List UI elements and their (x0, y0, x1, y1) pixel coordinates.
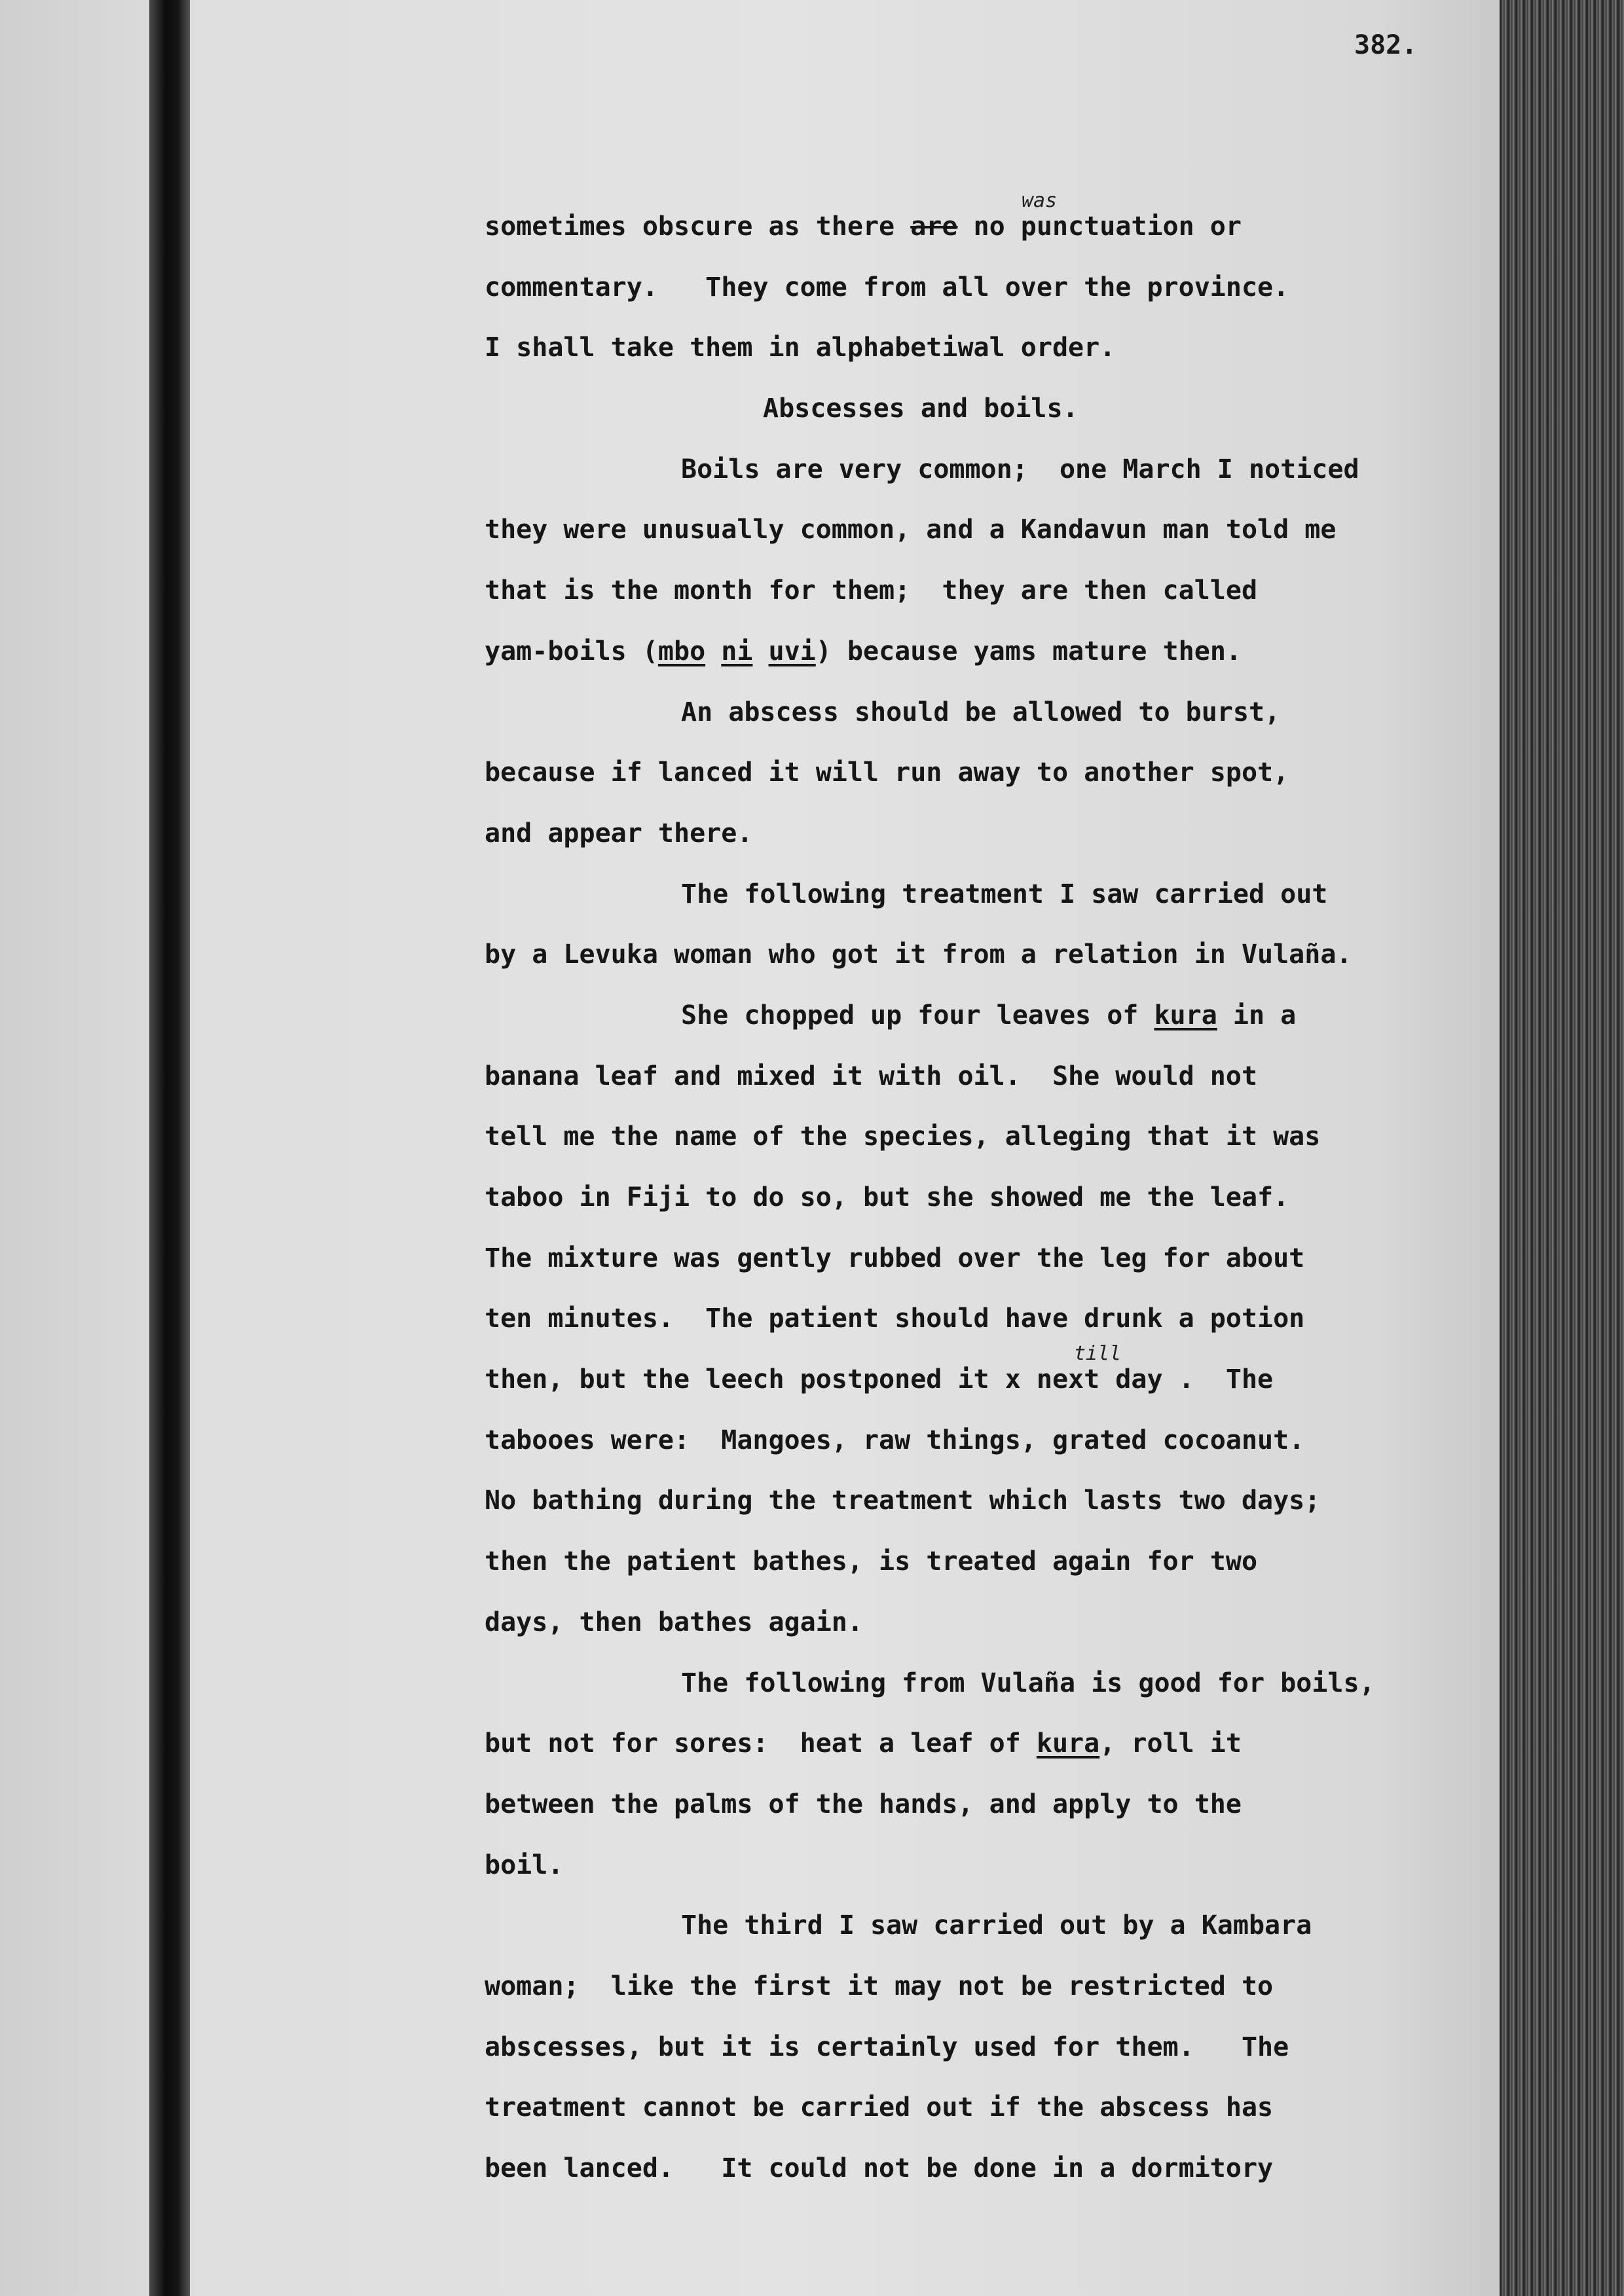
text-line-27: between the palms of the hands, and apply to the (485, 1789, 1242, 1819)
text-line-33: been lanced. It could not be done in a dormitory (485, 2153, 1274, 2183)
handwritten-insertion-was: was (1022, 189, 1058, 212)
text-line-3: I shall take them in alphabetiwal order. (485, 333, 1116, 363)
fijian-term-uvi: uvi (768, 636, 816, 666)
text-line-11: and appear there. (485, 818, 753, 848)
line-14-start: She chopped up four leaves of (681, 1000, 1154, 1030)
text-line-28: boil. (485, 1850, 564, 1880)
text-line-30: woman; like the first it may not be restricted to (485, 1971, 1274, 2001)
fijian-term-ni: ni (721, 636, 753, 666)
handwritten-insertion-till: till (1074, 1342, 1122, 1366)
text-line-26 (485, 1713, 1493, 1774)
fijian-term-kura: kura (1154, 1000, 1217, 1030)
text-line-9: An abscess should be allowed to burst, (681, 697, 1281, 727)
text-line-8 (485, 621, 1493, 682)
text-line-24: days, then bathes again. (485, 1607, 863, 1637)
text-line-19: ten minutes. The patient should have drunk a potion (485, 1303, 1305, 1334)
space (705, 636, 721, 666)
text-line-6: they were unusually common, and a Kandavun man told me (485, 515, 1337, 545)
fijian-term-mbo: mbo (657, 636, 706, 666)
text-line-20 (485, 1342, 1493, 1410)
line-8-start: yam-boils ( (485, 636, 658, 666)
text-line-22: No bathing during the treatment which lasts two days; (485, 1485, 1321, 1516)
line-14-end: in a (1217, 1000, 1297, 1030)
page-number: 382. (1354, 30, 1418, 60)
line-20-text: then, but the leech postponed it x next day . The (485, 1364, 1274, 1395)
text-line-2: commentary. They come from all over the province. (485, 272, 1289, 302)
section-heading: Abscesses and boils. (763, 393, 1079, 424)
fijian-term-kura: kura (1036, 1728, 1100, 1759)
text-line-32: treatment cannot be carried out if the abscess has (485, 2092, 1274, 2123)
text-line-16: tell me the name of the species, alleging that it was (485, 1121, 1321, 1152)
text-line-21: tabooes were: Mangoes, raw things, grated cocoanut. (485, 1425, 1305, 1455)
text-line-5: Boils are very common; one March I noticed (681, 454, 1359, 484)
struck-word: are (910, 211, 958, 242)
text-line-15: banana leaf and mixed it with oil. She would not (485, 1061, 1258, 1091)
space (752, 636, 768, 666)
body-text (485, 189, 1493, 2199)
text-line-29: The third I saw carried out by a Kambara (681, 1910, 1312, 1941)
text-line-10: because if lanced it will run away to another spot, (485, 757, 1289, 788)
text-line-14 (485, 985, 1493, 1046)
line-1-start: sometimes obscure as there (485, 211, 911, 242)
text-line-25: The following from Vulaña is good for boils, (681, 1667, 1375, 1698)
line-1-end: no punctuation or (957, 211, 1242, 242)
line-26-end: , roll it (1099, 1728, 1242, 1759)
text-line-18: The mixture was gently rubbed over the leg for about (485, 1243, 1305, 1273)
book-binding-shadow (149, 0, 190, 2296)
text-line-13: by a Levuka woman who got it from a relation in Vulaña. (485, 939, 1352, 970)
text-line-17: taboo in Fiji to do so, but she showed me the leaf. (485, 1182, 1289, 1212)
line-26-start: but not for sores: heat a leaf of (485, 1728, 1037, 1759)
text-line-31: abscesses, but it is certainly used for them. The (485, 2032, 1289, 2062)
text-line-12: The following treatment I saw carried out (681, 879, 1328, 909)
page-edge-stack (1500, 0, 1624, 2296)
line-8-end: ) because yams mature then. (815, 636, 1242, 666)
text-line-7: that is the month for them; they are then called (485, 575, 1258, 606)
text-line-23: then the patient bathes, is treated again for two (485, 1546, 1258, 1577)
text-line-1 (485, 189, 1493, 257)
